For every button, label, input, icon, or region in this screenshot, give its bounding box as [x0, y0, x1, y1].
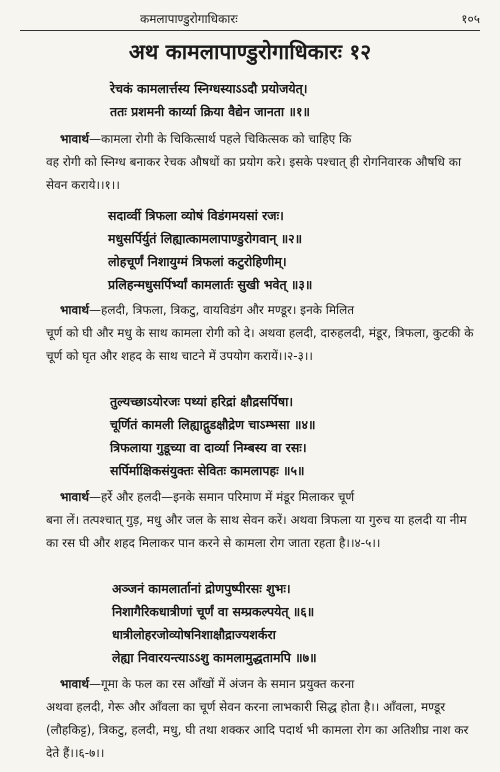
- header-rule: [20, 30, 480, 31]
- page-header: [0, 10, 500, 28]
- bhavarth-label: भावार्थ: [60, 677, 89, 691]
- bhavarth-text: —कामला रोगी के चिकित्सार्थ पहले चिकित्सक को चाहिए कि: [89, 132, 352, 146]
- verse-line: त्रिफलाया गुडूच्या वा दार्व्या निम्बस्य वा रसः।: [110, 440, 307, 455]
- bhavarth-label: भावार्थ: [60, 303, 89, 317]
- bhavarth-label: भावार्थ: [60, 132, 89, 146]
- verse-line: चूर्णितं कामली लिह्याद्गुडक्षौद्रेण चाऽम्भसा ॥४॥: [110, 417, 316, 432]
- verse-line: धात्रीलोहरजोव्योषनिशाक्षौद्राज्यशर्करा: [112, 627, 276, 642]
- bhavarth-text: अथवा हलदी, गेरू और आँवला का चूर्ण सेवन करना लाभकारी सिद्ध होता है।। आँवला, मण्डूर (लौहकिट्ट), त्रिकटु, हलदी, मधु, घी तथा शक्कर आदि पदार्थ भी कामला रोग का अतिशीघ्र नाश कर देते हैं।।६-७।।: [46, 700, 469, 760]
- bhavarth-label: भावार्थ: [60, 490, 89, 504]
- verse-line: सदार्व्वी त्रिफला व्योषं विडंगमयसां रजः।: [108, 208, 284, 223]
- verse-line: निशागैरिकधात्रीणां चूर्णं वा सम्प्रकल्पयेत् ॥६॥: [112, 604, 315, 619]
- bhavarth-paragraph: [46, 486, 478, 555]
- verse-line: लेह्या निवारयन्त्याऽऽशु कामलामुद्धतामपि ॥७॥: [112, 650, 317, 665]
- bhavarth-text: चूर्ण को घी और मधु के साथ कामला रोगी को दे। अथवा हलदी, दारुहलदी, मंडूर, त्रिफला, कुटकी के चूर्ण को घृत और शहद के साथ चाटने में उपयोग करायें।।२-३।।: [46, 326, 474, 363]
- bhavarth-paragraph: [46, 128, 478, 197]
- verse-line: रेचकं कामलार्त्तस्य स्निग्धस्याऽऽदौ प्रयोजयेत्।: [110, 81, 308, 96]
- verse-line: प्रलिहन्मधुसर्पिर्भ्यां कामलार्तः सुखी भवेत् ॥३॥: [108, 277, 313, 292]
- verse-line: तुल्यच्छाऽयोरजः पथ्यां हरिद्रां क्षौद्रसर्पिषा।: [110, 394, 294, 409]
- verse-line: लोहचूर्णं निशायुग्मं त्रिफलां कटुरोहिणीम्।: [108, 254, 287, 269]
- verse-line: मधुसर्पिर्युतं लिह्यात्कामलापाण्डुरोगवान् ॥२॥: [108, 231, 303, 246]
- running-title: कमलापाण्डुरोगाधिकारः: [140, 12, 238, 26]
- bhavarth-text: बना लें। तत्पश्चात् गुड़, मधु और जल के साथ सेवन करें। अथवा त्रिफला या गुरुच या हलदी या नीम का रस घी और शहद मिलाकर पान करने से कामला रोग जाता रहता है।।४-५।।: [46, 513, 467, 550]
- bhavarth-paragraph: [46, 299, 478, 368]
- verse-line: अञ्जनं कामलार्तानां द्रोणपुष्पीरसः शुभः।: [112, 581, 291, 596]
- chapter-title: अथ कामलापाण्डुरोगाधिकारः १२: [128, 40, 372, 64]
- bhavarth-text: —हर्रे और हलदी—इनके समान परिमाण में मंडूर मिलाकर चूर्ण: [89, 490, 355, 504]
- bhavarth-text: —गूमा के फल का रस आँखों में अंजन के समान प्रयुक्त करना: [89, 677, 355, 691]
- verse-line: सर्पिर्माक्षिकसंयुक्तः सेवितः कामलापहः ॥५॥: [110, 463, 305, 478]
- bhavarth-paragraph: [46, 673, 478, 765]
- verse-line: ततः प्रशमनी कार्य्या क्रिया वैद्येन जानता ॥१॥: [110, 104, 310, 119]
- bhavarth-text: वह रोगी को स्निग्ध बनाकर रेचक औषधों का प्रयोग करे। इसके पश्चात् ही रोगनिवारक औषधि का सेवन कराये।।१।।: [46, 155, 462, 192]
- bhavarth-text: —हलदी, त्रिफला, त्रिकटु, वायविडंग और मण्डूर। इनके मिलित: [89, 303, 355, 317]
- page-number: १०५: [461, 12, 480, 26]
